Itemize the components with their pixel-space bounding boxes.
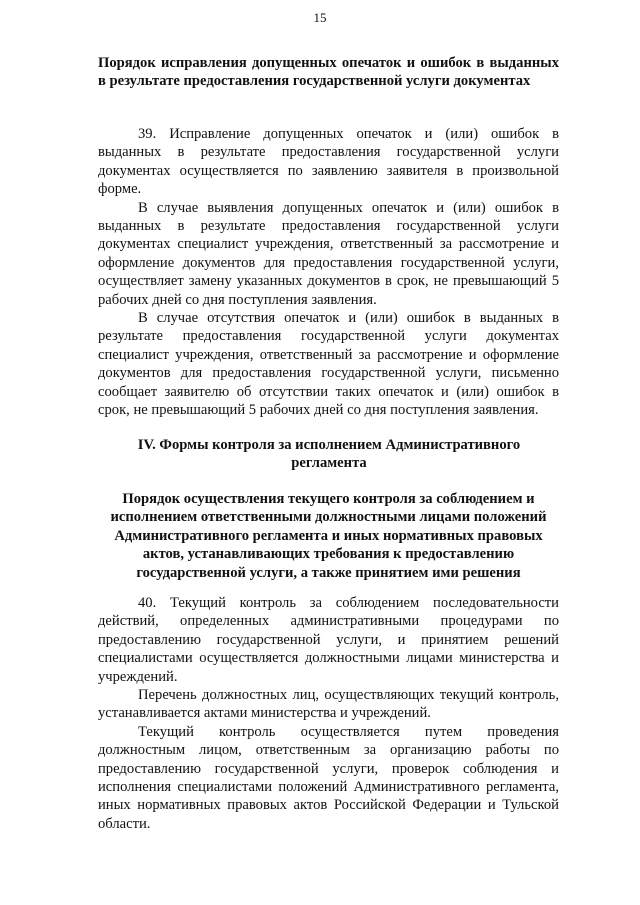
control-subheading: Порядок осуществления текущего контроля за соблюдением и исполнением ответственными должностными лицами положений Административного регламента и иных нормативных правовых актов, устанавливающих требования к предоставлению государственной услуги, а также принятием ими решения (110, 491, 547, 581)
corrections-heading: Порядок исправления допущенных опечаток и ошибок в выданных в результате предоставления государственной услуги документах (98, 55, 559, 90)
paragraph-no-errors: В случае отсутствия опечаток и (или) ошибок в выданных в результате предоставления государственной услуги документах специалист учреждения, ответственный за рассмотрение и оформление документов для предоставления государственной услуги, письменно сообщает заявителю об отсутствии таких опечаток и (или) ошибок в срок, не превышающий 5 рабочих дней со дня поступления заявления. (98, 310, 559, 419)
paragraph-control-checks: Текущий контроль осуществляется путем проведения должностным лицом, ответственным за организацию работы по предоставлению государственной услуги, проверок соблюдения и исполнения специалистами положений Административного регламента, иных нормативных правовых актов Российской Федерации и Тульской области. (98, 723, 559, 832)
paragraph-39: 39. Исправление допущенных опечаток и (или) ошибок в выданных в результате предоставления государственной услуги документах осуществляется по заявлению заявителя в произвольной форме. (98, 126, 559, 198)
corrections-body (98, 125, 559, 420)
paragraph-40: 40. Текущий контроль за соблюдением последовательности действий, определенных административными процедурами по предоставлению государственной услуги, и принятием решений специалистами осуществляется должностными лицами министерства и учреждений. (98, 595, 559, 685)
paragraph-officials-list: Перечень должностных лиц, осуществляющих текущий контроль, устанавливается актами министерства и учреждений. (98, 687, 559, 722)
paragraph-errors-found: В случае выявления допущенных опечаток и (или) ошибок в выданных в результате предоставления государственной услуги документах специалист учреждения, ответственный за рассмотрение и оформление документов для предоставления государственной услуги, осуществляет замену указанных документов в срок, не превышающий 5 рабочих дней со дня поступления заявления. (98, 199, 559, 308)
control-body (98, 594, 559, 833)
chapter-heading: IV. Формы контроля за исполнением Административного регламента (137, 437, 521, 472)
page-number: 15 (313, 10, 327, 25)
